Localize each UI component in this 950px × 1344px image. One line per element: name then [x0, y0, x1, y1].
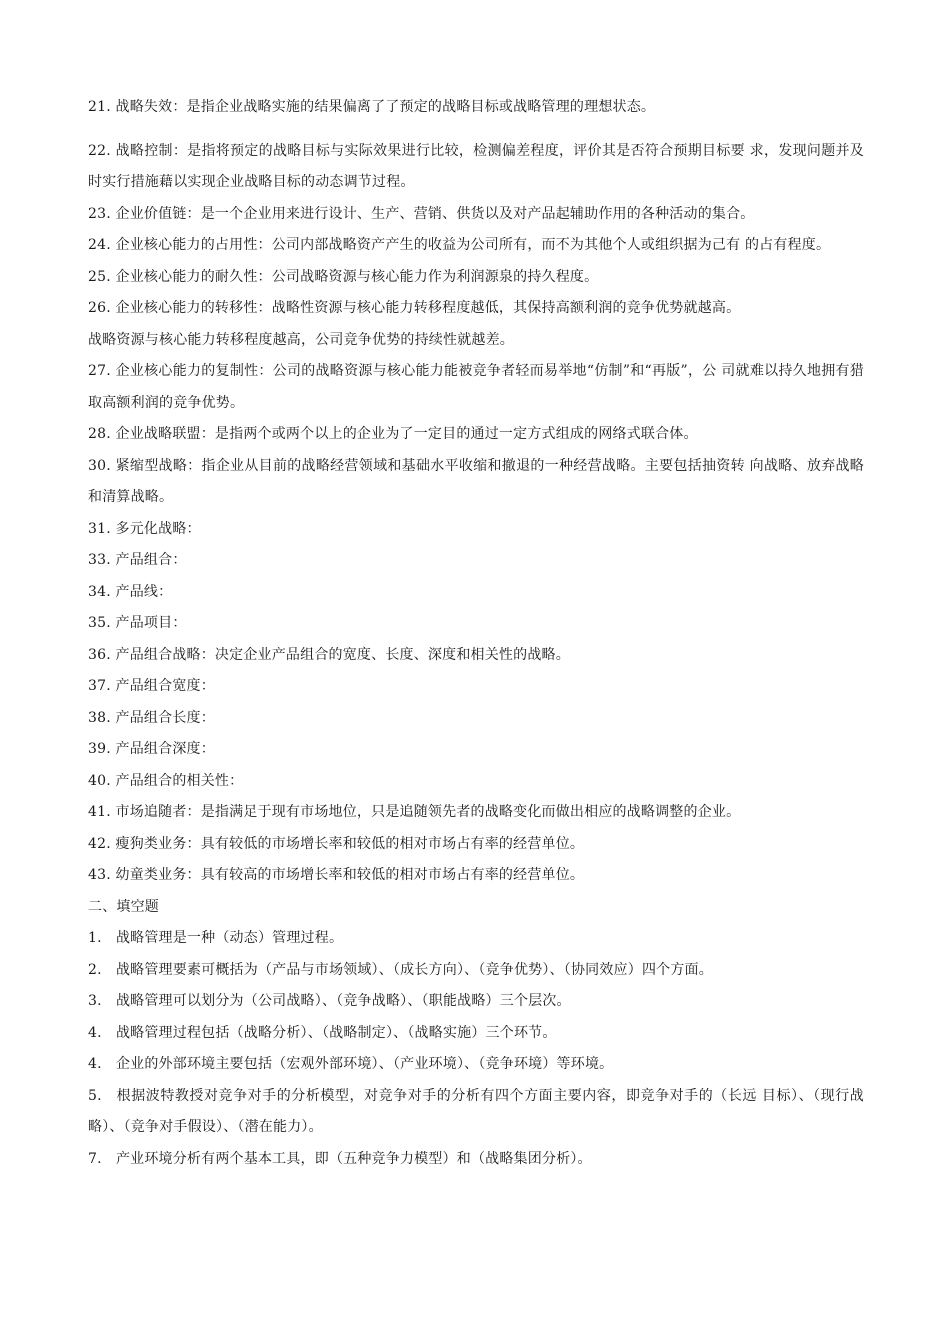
definition-36: 36. 产品组合战略：决定企业产品组合的宽度、长度、深度和相关性的战略。: [88, 646, 570, 663]
fill-in-item-4a: 4. 战略管理过程包括（战略分析）、（战略制定）、（战略实施）三个环节。: [88, 1024, 557, 1041]
definition-24: 24. 企业核心能力的占用性：公司内部战略资产产生的收益为公司所有，而不为其他个人或组织据为己有 的占有程度。: [88, 237, 831, 253]
definition-27: 27. 企业核心能力的复制性：公司的战略资源与核心能力能被竞争者轻而易举地“仿制”和“再版”，公 司就难以持久地拥有猎取高额利润的竞争优势。: [88, 363, 864, 411]
fill-in-item-4b: 4. 企业的外部环境主要包括（宏观外部环境）、（产业环境）、（竞争环境）等环境。: [88, 1056, 614, 1072]
definition-43: 43. 幼童类业务：具有较高的市场增长率和较低的相对市场占有率的经营单位。: [88, 867, 585, 883]
definition-21: 21. 战略失效：是指企业战略实施的结果偏离了了预定的战略目标或战略管理的理想状态。: [88, 99, 656, 115]
definition-26-continued: 战略资源与核心能力转移程度越高，公司竞争优势的持续性就越差。: [88, 331, 514, 348]
fill-in-item-2: 2. 战略管理要素可概括为（产品与市场领域）、（成长方向）、（竞争优势）、（协同效应）四个方面。: [88, 961, 713, 978]
definition-31: 31. 多元化战略：: [88, 520, 201, 537]
definition-35: 35. 产品项目：: [88, 615, 187, 631]
definition-22: 22. 战略控制：是指将预定的战略目标与实际效果进行比较，检测偏差程度，评价其是否符合预期目标要 求，发现问题并及时实行措施藉以实现企业战略目标的动态调节过程。: [88, 142, 864, 190]
document-page: [88, 92, 864, 1175]
definition-30: 30. 紧缩型战略：指企业从目前的战略经营领域和基础水平收缩和撤退的一种经营战略。主要包括抽资转 向战略、放弃战略和清算战略。: [88, 457, 864, 505]
fill-in-item-7: 7. 产业环境分析有两个基本工具，即（五种竞争力模型）和（战略集团分析）。: [88, 1150, 592, 1167]
definition-39: 39. 产品组合深度：: [88, 741, 215, 757]
definition-28: 28. 企业战略联盟：是指两个或两个以上的企业为了一定目的通过一定方式组成的网络式联合体。: [88, 426, 698, 442]
definition-40: 40. 产品组合的相关性：: [88, 772, 244, 789]
definition-26: 26. 企业核心能力的转移性：战略性资源与核心能力转移程度越低，其保持高额利润的竞争优势就越高。: [88, 300, 741, 316]
definition-38: 38. 产品组合长度：: [88, 709, 215, 726]
definition-37: 37. 产品组合宽度：: [88, 678, 215, 694]
fill-in-item-1: 1. 战略管理是一种（动态）管理过程。: [88, 930, 344, 946]
definition-42: 42. 瘦狗类业务：具有较低的市场增长率和较低的相对市场占有率的经营单位。: [88, 835, 585, 852]
definition-23: 23. 企业价值链：是一个企业用来进行设计、生产、营销、供货以及对产品起辅助作用的各种活动的集合。: [88, 205, 755, 222]
definition-34: 34. 产品线：: [88, 583, 173, 600]
definition-25: 25. 企业核心能力的耐久性：公司战略资源与核心能力作为利润源泉的持久程度。: [88, 268, 599, 285]
definition-41: 41. 市场追随者：是指满足于现有市场地位，只是追随领先者的战略变化而做出相应的战略调整的企业。: [88, 804, 741, 820]
section-heading-fill-in: 二、填空题: [88, 898, 159, 915]
fill-in-item-5: 5. 根据波特教授对竞争对手的分析模型，对竞争对手的分析有四个方面主要内容，即竞争对手的（长远 目标）、（现行战略）、（竞争对手假设）、（潜在能力）。: [88, 1087, 864, 1135]
definition-33: 33. 产品组合：: [88, 552, 187, 568]
fill-in-item-3: 3. 战略管理可以划分为（公司战略）、（竞争战略）、（职能战略）三个层次。: [88, 993, 571, 1009]
